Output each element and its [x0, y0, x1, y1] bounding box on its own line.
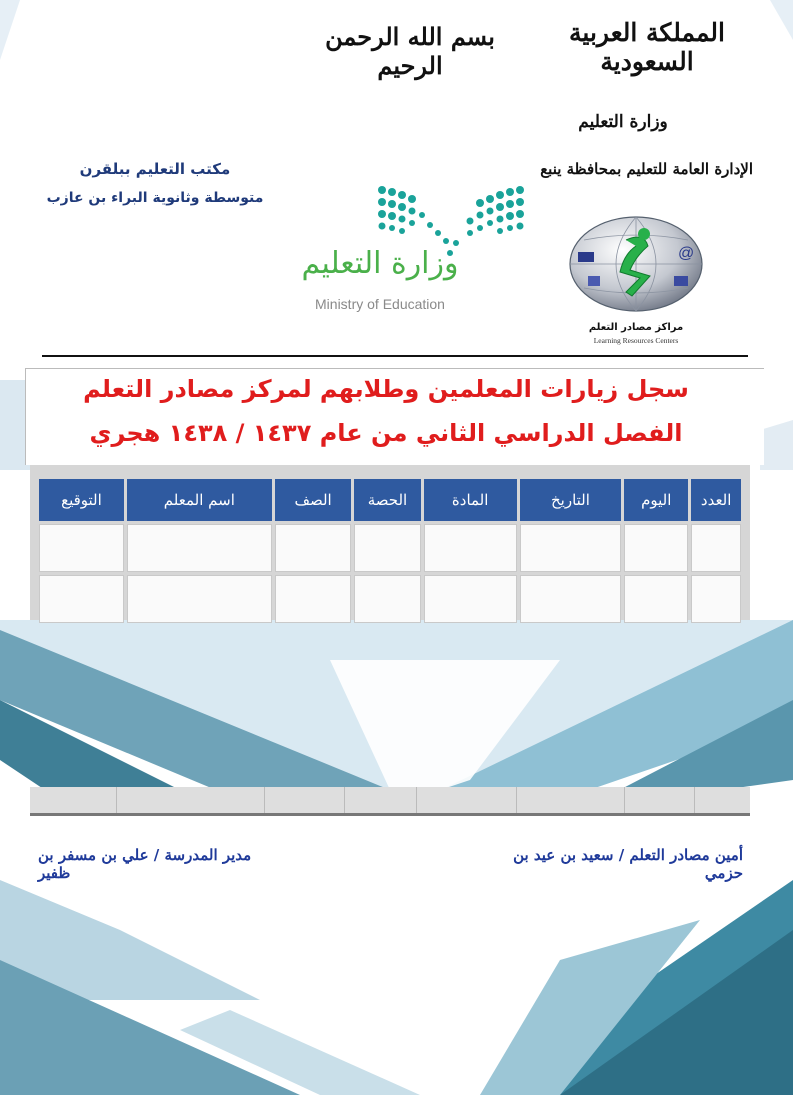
table-cell[interactable] — [39, 524, 124, 572]
table-cell[interactable] — [354, 575, 420, 623]
col-header-number: العدد — [691, 479, 741, 521]
table-cell[interactable] — [39, 575, 124, 623]
moe-logo-arabic-text: وزارة التعليم — [301, 246, 459, 281]
table-bottom-edge — [30, 787, 750, 816]
kingdom-calligraphy: المملكة العربية السعودية — [569, 18, 725, 76]
lrc-arabic-caption: مراكز مصادر التعلم — [588, 322, 684, 333]
table-cell[interactable] — [691, 524, 741, 572]
table-cell[interactable] — [520, 524, 621, 572]
column-divider — [116, 787, 117, 813]
table-header-row — [39, 479, 741, 521]
column-divider — [694, 787, 695, 813]
column-divider — [516, 787, 517, 813]
lrc-english-caption: Learning Resources Centers — [593, 336, 679, 345]
column-divider — [344, 787, 345, 813]
table-cell[interactable] — [275, 575, 352, 623]
semester-subtitle: الفصل الدراسي الثاني من عام ١٤٣٧ / ١٤٣٨ هجري — [89, 419, 683, 447]
column-divider — [624, 787, 625, 813]
table-cell[interactable] — [624, 524, 688, 572]
table-cell[interactable] — [424, 524, 517, 572]
title-box — [25, 368, 764, 465]
col-header-signature: التوقيع — [39, 479, 124, 521]
col-header-class: الصف — [275, 479, 352, 521]
column-divider — [264, 787, 265, 813]
office-name: مكتب التعليم ببلقرن — [79, 160, 231, 178]
moe-logo-english-text: Ministry of Education — [315, 296, 445, 312]
col-header-period: الحصة — [354, 479, 420, 521]
column-divider — [416, 787, 417, 813]
col-header-teacher-name: اسم المعلم — [127, 479, 272, 521]
table-cell[interactable] — [354, 524, 420, 572]
document-title: سجل زيارات المعلمين وطلابهم لمركز مصادر التعلم — [83, 375, 689, 403]
lrc-keeper-signature: أمين مصادر التعلم / سعيد بن عيد بن حزمي — [513, 846, 743, 882]
table-cell[interactable] — [424, 575, 517, 623]
general-administration-label: الإدارة العامة للتعليم بمحافظة ينبع — [540, 160, 753, 178]
table-cell[interactable] — [127, 524, 272, 572]
header-divider — [42, 355, 748, 357]
visits-table — [36, 476, 744, 626]
table-row — [39, 524, 741, 572]
table-cell[interactable] — [624, 575, 688, 623]
table-cell[interactable] — [127, 575, 272, 623]
lrc-globe-logo-icon — [566, 212, 706, 312]
col-header-date: التاريخ — [520, 479, 621, 521]
ministry-label: وزارة التعليم — [578, 112, 668, 132]
school-office-block — [20, 160, 290, 206]
table-row — [39, 575, 741, 623]
col-header-day: اليوم — [624, 479, 688, 521]
table-cell[interactable] — [691, 575, 741, 623]
svg-text:@: @ — [678, 245, 695, 262]
table-cell[interactable] — [275, 524, 352, 572]
table-cell[interactable] — [520, 575, 621, 623]
basmala-calligraphy: بسم الله الرحمن الرحيم — [325, 22, 495, 80]
col-header-subject: المادة — [424, 479, 517, 521]
school-name: متوسطة وثانوية البراء بن عازب — [46, 190, 264, 206]
principal-signature: مدير المدرسة / علي بن مسفر بن ظفير — [38, 846, 252, 882]
